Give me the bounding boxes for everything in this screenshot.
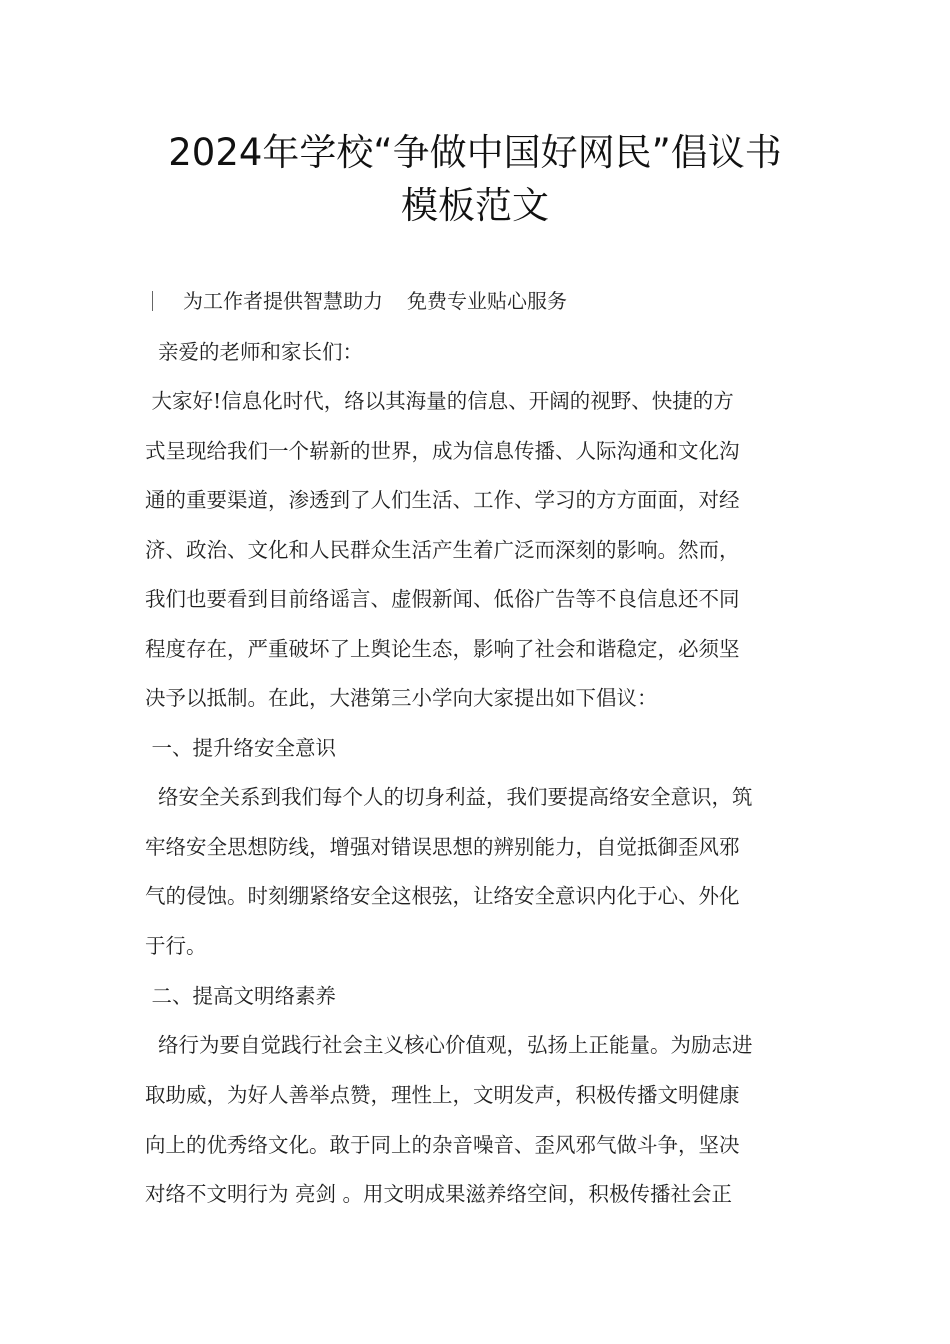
body-line: 络行为要自觉践行社会主义核心价值观，弘扬上正能量。为励志进 [145,1033,753,1057]
body-line: 我们也要看到目前络谣言、虚假新闻、低俗广告等不良信息还不同 [145,587,740,611]
body-line: 亲爱的老师和家长们： [145,340,364,364]
body-line: 对络不文明行为 亮剑 。用文明成果滋养络空间，积极传播社会正 [145,1182,733,1206]
body-line: 气的侵蚀。时刻绷紧络安全这根弦，让络安全意识内化于心、外化 [145,884,740,908]
body-line: 络安全关系到我们每个人的切身利益，我们要提高络安全意识，筑 [145,785,753,809]
body-line: 取助威，为好人善举点赞，理性上，文明发声，积极传播文明健康 [145,1083,740,1107]
body-line: 一、提升络安全意识 [145,736,337,760]
tagline-left: 为工作者提供智慧助力 [183,289,383,313]
body-line: 牢络安全思想防线，增强对错误思想的辨别能力，自觉抵御歪风邪 [145,835,740,859]
body-line: 大家好!信息化时代，络以其海量的信息、开阔的视野、快捷的方 [145,389,734,413]
body-line: 济、政治、文化和人民群众生活产生着广泛而深刻的影响。然而， [145,538,740,562]
tagline-divider [152,291,153,311]
body-line: 决予以抵制。在此，大港第三小学向大家提出如下倡议： [145,686,658,710]
document-title [0,126,950,232]
title-line-2: 模板范文 [401,184,549,227]
tagline-right: 免费专业贴心服务 [407,289,567,313]
body-line: 向上的优秀络文化。敢于同上的杂音噪音、歪风邪气做斗争，坚决 [145,1133,740,1157]
body-line: 式呈现给我们一个崭新的世界，成为信息传播、人际沟通和文化沟 [145,439,740,463]
body-line: 二、提高文明络素养 [145,984,337,1008]
body-line: 于行。 [145,934,207,958]
body-line: 程度存在，严重破坏了上舆论生态，影响了社会和谐稳定，必须坚 [145,637,740,661]
body-line: 通的重要渠道，渗透到了人们生活、工作、学习的方方面面，对经 [145,488,740,512]
tagline [152,284,567,318]
title-line-1: 2024年学校“争做中国好网民”倡议书 [168,131,782,174]
